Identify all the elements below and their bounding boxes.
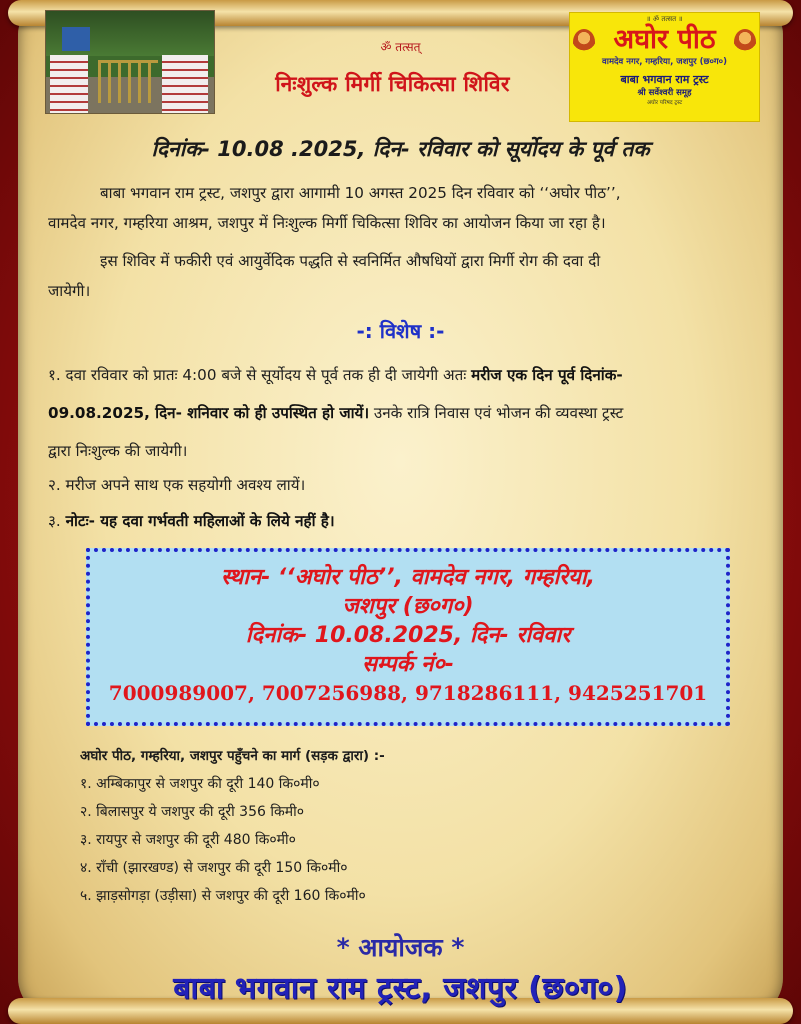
note-1-part-c: 09.08.2025, दिन- शनिवार को ही उपस्थित हो जायें। xyxy=(48,404,370,422)
note-1 xyxy=(48,356,752,470)
intro-paragraph-2 xyxy=(48,246,752,306)
intro-p2-line2: जायेगी। xyxy=(48,282,91,300)
organizer-trust-name: बाबा भगवान राम ट्रस्ट, जशपुर (छ०ग०) xyxy=(173,971,628,1006)
special-heading: -: विशेष :- xyxy=(356,319,445,343)
aghor-peeth-logo xyxy=(569,12,760,122)
date-line: दिनांक- 10.08 .2025, दिन- रविवार को सूर्योदय के पूर्व तक xyxy=(151,137,650,161)
intro-p1-line2: वामदेव नगर, गम्हरिया आश्रम, जशपुर में निःशुल्क मिर्गी चिकित्सा शिविर का आयोजन किया जा रहा है। xyxy=(48,214,606,232)
organizer-heading: * आयोजक * xyxy=(336,933,465,962)
venue-line-1: स्थान- ‘‘अघोर पीठ’’, वामदेव नगर, गम्हरिया, xyxy=(221,565,595,590)
route-item: ३. रायपुर से जशपुर की दूरी 480 कि०मी० xyxy=(80,832,296,848)
contact-phones: 7000989007, 7007256988, 9718286111, 9425251701 xyxy=(108,681,708,705)
contact-label: सम्पर्क नं०- xyxy=(362,652,454,677)
logo-trust: बाबा भगवान राम ट्रस्ट xyxy=(620,73,709,86)
note-1-part-a: १. दवा रविवार को प्रातः 4:00 बजे से सूर्योदय से पूर्व तक ही दी जायेगी अतः xyxy=(48,366,472,384)
logo-address: वामदेव नगर, गम्हरिया, जशपुर (छ०ग०) xyxy=(602,57,727,67)
note-1-part-e: द्वारा निःशुल्क की जायेगी। xyxy=(48,442,188,460)
intro-p2-line1: इस शिविर में फकीरी एवं आयुर्वेदिक पद्धति से स्वनिर्मित औषधियों द्वारा मिर्गी रोग की दवा दी xyxy=(100,252,601,270)
logo-tiny: अघोर परिषद ट्रस्ट xyxy=(646,100,683,106)
page-title: निःशुल्क मिर्गी चिकित्सा शिविर xyxy=(275,72,510,96)
logo-name: अघोर पीठ xyxy=(613,24,716,55)
note-3-number: ३. xyxy=(48,512,66,530)
note-3-text: नोटः- यह दवा गर्भवती महिलाओं के लिये नहीं है। xyxy=(65,512,335,530)
route-item: ५. झाड़सोगड़ा (उड़ीसा) से जशपुर की दूरी 160 कि०मी० xyxy=(80,888,366,904)
intro-paragraph-1 xyxy=(48,178,752,238)
route-item: ४. राँची (झारखण्ड) से जशपुर की दूरी 150 कि०मी० xyxy=(80,860,348,876)
route-heading: अघोर पीठ, गम्हरिया, जशपुर पहुँचने का मार्ग (सड़क द्वारा) :- xyxy=(80,748,385,764)
ashram-gate-photo xyxy=(45,10,215,114)
logo-samuh: श्री सर्वेश्वरी समूह xyxy=(637,88,692,98)
venue-info-box xyxy=(86,548,730,726)
note-2: २. मरीज अपने साथ एक सहयोगी अवश्य लायें। xyxy=(48,476,306,494)
route-item: २. बिलासपुर ये जशपुर की दूरी 356 किमी० xyxy=(80,804,305,820)
venue-date: दिनांक- 10.08.2025, दिन- रविवार xyxy=(245,623,571,648)
note-1-part-b: मरीज एक दिन पूर्व दिनांक- xyxy=(471,366,623,384)
venue-line-2: जशपुर (छ०ग०) xyxy=(342,594,474,619)
intro-p1-line1: बाबा भगवान राम ट्रस्ट, जशपुर द्वारा आगामी 10 अगस्त 2025 दिन रविवार को ‘‘अघोर पीठ’’, xyxy=(100,184,621,202)
route-item: १. अम्बिकापुर से जशपुर की दूरी 140 कि०मी० xyxy=(80,776,320,792)
logo-om: ॥ ॐ तत्सत ॥ xyxy=(646,15,683,23)
tatsat-text: ॐ तत्सत् xyxy=(380,40,421,54)
note-1-part-d: उनके रात्रि निवास एवं भोजन की व्यवस्था ट्रस्ट xyxy=(369,404,624,422)
note-3 xyxy=(48,506,752,536)
